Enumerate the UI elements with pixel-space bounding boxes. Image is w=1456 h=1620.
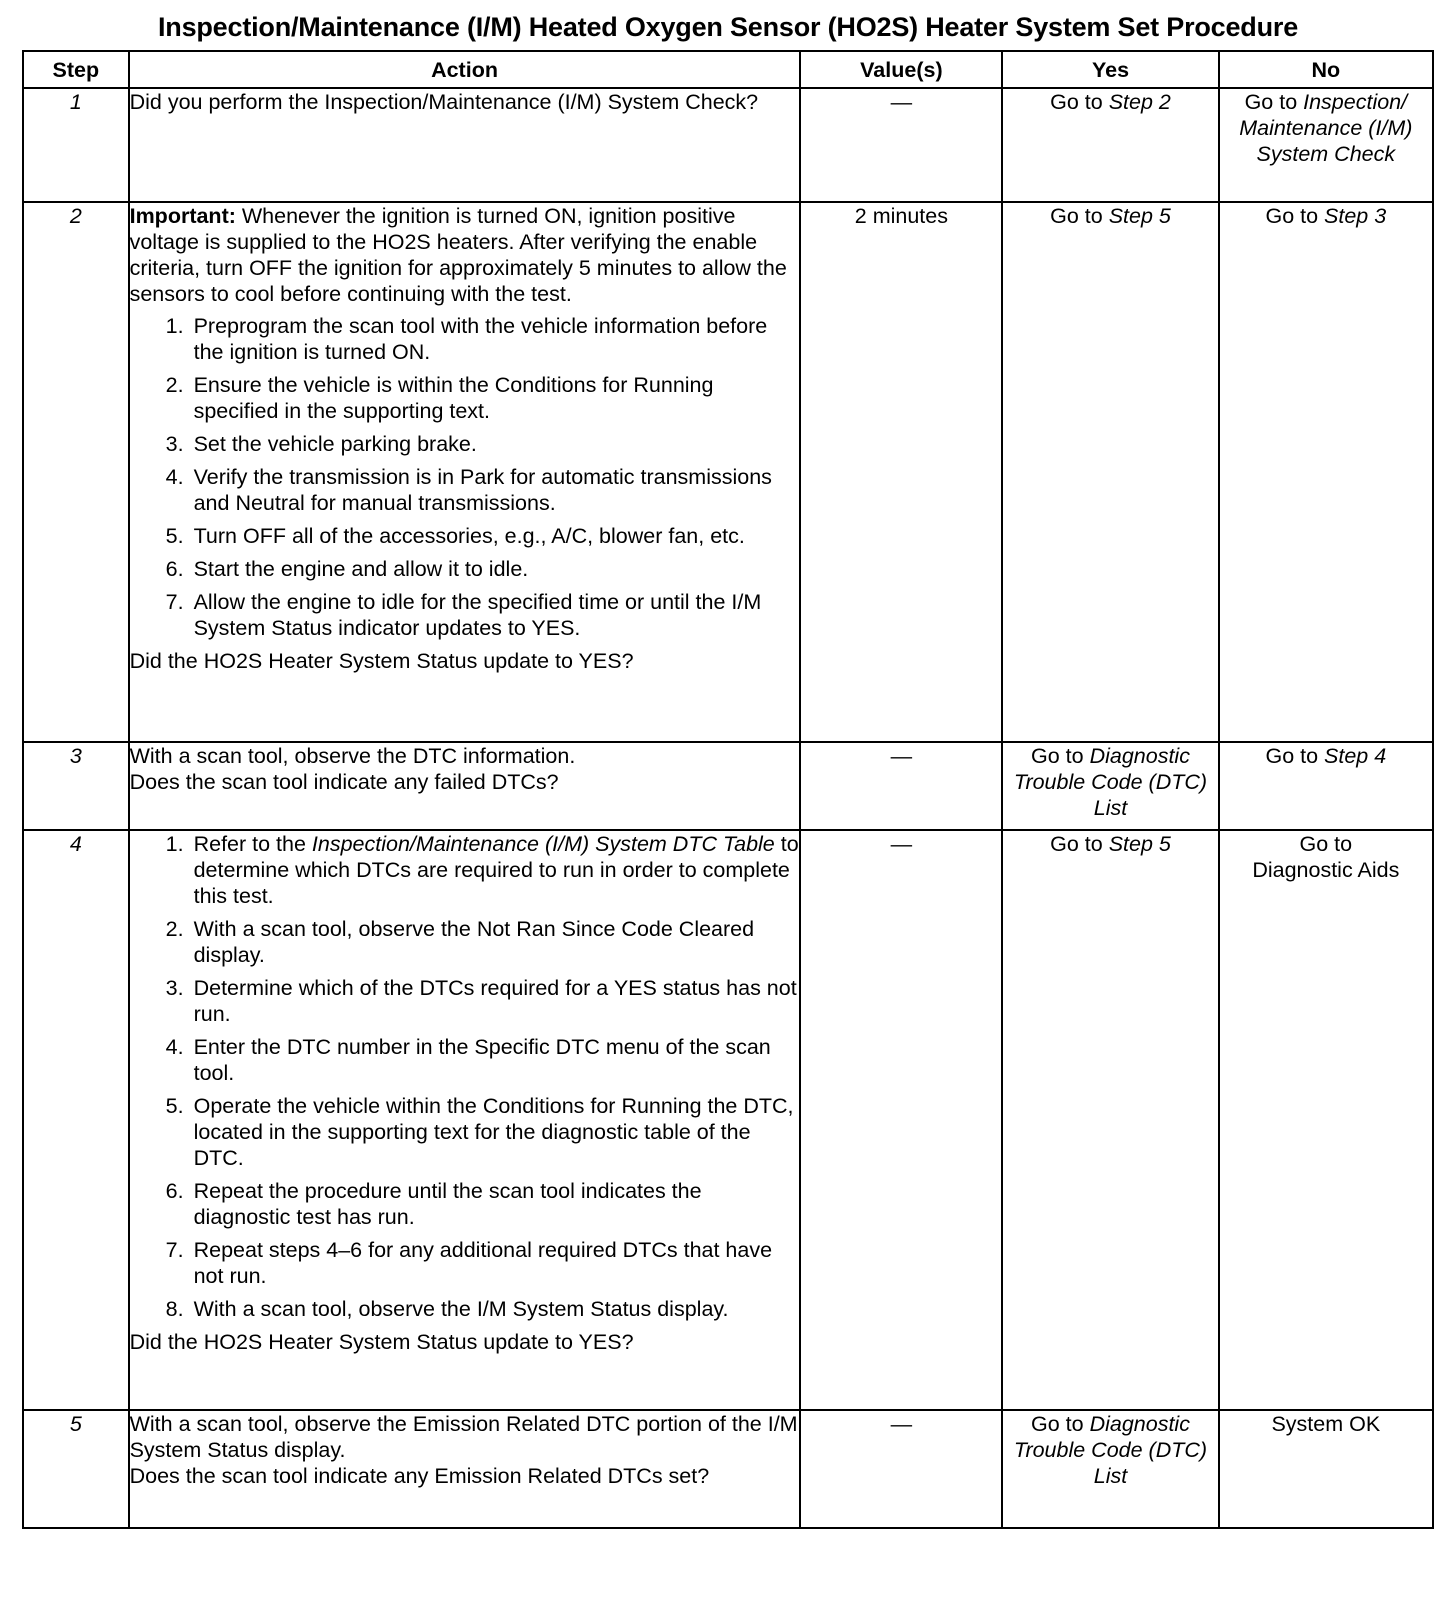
step-number: 1 xyxy=(23,88,129,202)
yes-cell xyxy=(1002,88,1218,202)
list-item xyxy=(150,975,800,1027)
important-label: Important: xyxy=(129,204,236,228)
no-link[interactable]: Step 3 xyxy=(1324,204,1387,228)
value-cell: — xyxy=(800,88,1002,202)
step-number: 2 xyxy=(23,202,129,742)
list-item-number: 6. xyxy=(165,557,184,581)
list-item-text: Start the engine and allow it to idle. xyxy=(193,557,529,581)
yes-cell xyxy=(1002,742,1218,830)
list-item-text: Enter the DTC number in the Specific DTC menu of the scan tool. xyxy=(193,1035,771,1085)
list-item xyxy=(150,464,800,516)
list-item-text: Repeat steps 4–6 for any additional required DTCs that have not run. xyxy=(193,1238,773,1288)
list-item xyxy=(150,556,800,582)
no-link[interactable]: Go to Diagnostic Aids xyxy=(1252,832,1400,882)
action-text: With a scan tool, observe the Emission Related DTC portion of the I/M System Status display. xyxy=(129,1412,798,1462)
list-item-number: 3. xyxy=(165,976,184,1000)
list-item xyxy=(150,372,800,424)
yes-cell xyxy=(1002,830,1218,1410)
list-item-text: Verify the transmission is in Park for automatic transmissions and Neutral for manual transmissions. xyxy=(193,465,772,515)
list-item-number: 5. xyxy=(165,524,184,548)
yes-link[interactable]: Diagnostic Trouble Code (DTC) List xyxy=(1013,1412,1208,1488)
list-item-number: 7. xyxy=(165,1238,184,1262)
header-values: Value(s) xyxy=(800,51,1002,88)
list-item-number: 5. xyxy=(165,1094,184,1118)
list-item-number: 2. xyxy=(165,373,184,397)
header-yes: Yes xyxy=(1002,51,1218,88)
list-item xyxy=(150,1178,800,1230)
list-item-text-pre: Refer to the xyxy=(193,832,312,856)
list-item-number: 2. xyxy=(165,917,184,941)
list-item-text: With a scan tool, observe the I/M System Status display. xyxy=(193,1297,729,1321)
important-note xyxy=(130,203,800,307)
yes-link[interactable]: Step 5 xyxy=(1108,204,1171,228)
no-cell xyxy=(1219,202,1433,742)
table-row-step-2 xyxy=(23,202,1433,742)
header-step: Step xyxy=(23,51,129,88)
list-item-text: With a scan tool, observe the Not Ran Since Code Cleared display. xyxy=(193,917,755,967)
step-number: 4 xyxy=(23,830,129,1410)
step-number: 3 xyxy=(23,742,129,830)
no-link[interactable]: Step 4 xyxy=(1324,744,1387,768)
list-item xyxy=(150,916,800,968)
list-item xyxy=(150,1296,800,1322)
substep-list xyxy=(130,831,800,1322)
no-prefix: Go to xyxy=(1265,204,1325,228)
header-no: No xyxy=(1219,51,1433,88)
list-item-text-post: to determine which DTCs are required to run in order to complete this test. xyxy=(193,832,799,908)
value-cell: — xyxy=(800,830,1002,1410)
list-item xyxy=(150,1034,800,1086)
list-item xyxy=(150,831,800,909)
yes-cell xyxy=(1002,1410,1218,1528)
no-prefix: Go to xyxy=(1244,90,1304,114)
list-item-text: Repeat the procedure until the scan tool indicates the diagnostic test has run. xyxy=(193,1179,702,1229)
list-item-text: Allow the engine to idle for the specified time or until the I/M System Status indicator updates to YES. xyxy=(193,590,762,640)
no-result: System OK xyxy=(1271,1412,1381,1436)
value-cell: — xyxy=(800,742,1002,830)
yes-cell xyxy=(1002,202,1218,742)
action-cell xyxy=(129,742,801,830)
step-question: Does the scan tool indicate any failed DTCs? xyxy=(129,770,559,794)
action-cell xyxy=(129,830,801,1410)
list-item xyxy=(150,313,800,365)
list-item-number: 6. xyxy=(165,1179,184,1203)
list-item-text: Ensure the vehicle is within the Conditions for Running specified in the supporting text. xyxy=(193,373,714,423)
yes-link[interactable]: Diagnostic Trouble Code (DTC) List xyxy=(1013,744,1208,820)
list-item xyxy=(150,523,800,549)
list-item-number: 1. xyxy=(165,832,184,856)
yes-prefix: Go to xyxy=(1050,832,1109,856)
list-item-number: 4. xyxy=(165,1035,184,1059)
table-row-step-3 xyxy=(23,742,1433,830)
list-item xyxy=(150,589,800,641)
important-text: Whenever the ignition is turned ON, ignition positive voltage is supplied to the HO2S heaters. After verifying the enable criteria, turn OFF the ignition for approximately 5 minutes to allow the sensors to cool before continuing with the test. xyxy=(129,204,787,306)
no-prefix: Go to xyxy=(1265,744,1325,768)
no-cell xyxy=(1219,742,1433,830)
list-item-text: Operate the vehicle within the Conditions for Running the DTC, located in the supporting text for the diagnostic table of the DTC. xyxy=(193,1094,794,1170)
value-cell: — xyxy=(800,1410,1002,1528)
no-link[interactable]: Inspection/ Maintenance (I/M) System Check xyxy=(1239,90,1413,166)
list-item-number: 1. xyxy=(165,314,184,338)
list-item-number: 3. xyxy=(165,432,184,456)
action-cell xyxy=(129,202,801,742)
action-text: With a scan tool, observe the DTC information. xyxy=(129,744,576,768)
page-title: Inspection/Maintenance (I/M) Heated Oxygen Sensor (HO2S) Heater System Set Procedure xyxy=(157,12,1299,42)
step-question: Did the HO2S Heater System Status update to YES? xyxy=(129,649,634,673)
procedure-table xyxy=(22,50,1434,1529)
list-item-number: 8. xyxy=(165,1297,184,1321)
step-question: Does the scan tool indicate any Emission Related DTCs set? xyxy=(129,1464,710,1488)
no-cell xyxy=(1219,1410,1433,1528)
list-item xyxy=(150,1093,800,1171)
dtc-table-link[interactable]: Inspection/Maintenance (I/M) System DTC Table xyxy=(311,832,775,856)
action-text: Did you perform the Inspection/Maintenance (I/M) System Check? xyxy=(129,90,759,114)
list-item xyxy=(150,431,800,457)
list-item-number: 7. xyxy=(165,590,184,614)
list-item-number: 4. xyxy=(165,465,184,489)
list-item xyxy=(150,1237,800,1289)
list-item-text: Turn OFF all of the accessories, e.g., A/C, blower fan, etc. xyxy=(193,524,745,548)
list-item-text: Preprogram the scan tool with the vehicle information before the ignition is turned ON. xyxy=(193,314,768,364)
yes-prefix: Go to xyxy=(1050,90,1109,114)
table-row-step-1 xyxy=(23,88,1433,202)
yes-link[interactable]: Step 2 xyxy=(1108,90,1171,114)
value-cell: 2 minutes xyxy=(800,202,1002,742)
no-cell xyxy=(1219,830,1433,1410)
action-cell xyxy=(129,88,801,202)
list-item-text xyxy=(194,831,800,909)
yes-link[interactable]: Step 5 xyxy=(1108,832,1171,856)
header-action: Action xyxy=(129,51,801,88)
substep-list xyxy=(130,313,800,641)
table-row-step-5 xyxy=(23,1410,1433,1528)
yes-prefix: Go to xyxy=(1031,1412,1090,1436)
step-question: Did the HO2S Heater System Status update to YES? xyxy=(129,1330,634,1354)
action-cell xyxy=(129,1410,801,1528)
step-number: 5 xyxy=(23,1410,129,1528)
header-row xyxy=(23,51,1433,88)
list-item-text: Set the vehicle parking brake. xyxy=(193,432,477,456)
list-item-text: Determine which of the DTCs required for a YES status has not run. xyxy=(193,976,797,1026)
no-cell xyxy=(1219,88,1433,202)
yes-prefix: Go to xyxy=(1031,744,1090,768)
table-row-step-4 xyxy=(23,830,1433,1410)
yes-prefix: Go to xyxy=(1050,204,1109,228)
